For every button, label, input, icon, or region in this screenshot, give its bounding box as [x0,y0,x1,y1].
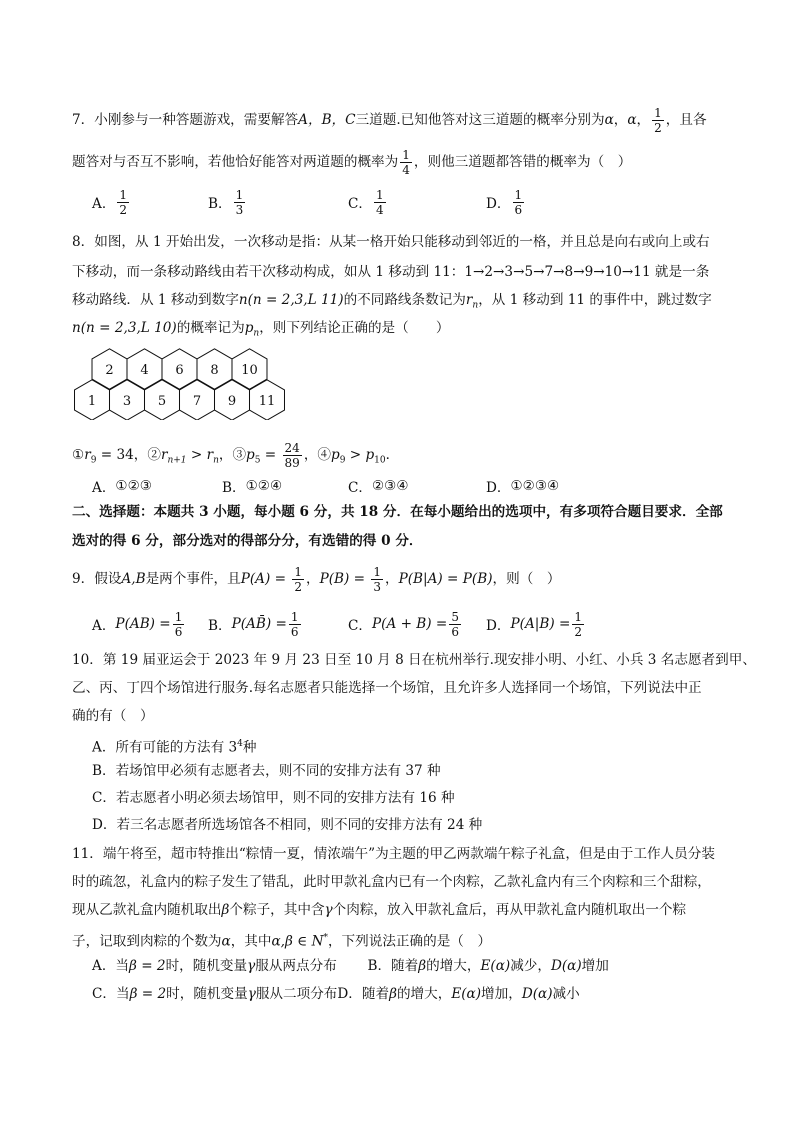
q8-statements: $①r_9 = 34$，$②r_{n+1} > r_n$，$③p_5$ = $\frac{24}{89}$ ，$④p_9 > p_{10}$． [72,441,400,470]
q8-option-c[interactable]: C． ②③④ [348,478,409,496]
q8-option-d[interactable]: D． ①②③④ [486,478,560,496]
q11-line1: 11．端午将至，超市特推出“粽情一夏，情浓端午”为主题的甲乙两款端午粽子礼盒，但是由于工作人员分装 [72,846,715,862]
hex-cell-2-label: 2 [105,363,114,378]
q8-line4: n(n = 2,3,L 10)的概率记为$p_n$，则下列结论正确的是（ ） [72,320,450,339]
hex-cell-9-label: 9 [227,394,237,409]
hex-cell-11-label: 11 [258,394,276,409]
q11-line3: 现从乙款礼盒内随机取出β个粽子，其中含γ个肉粽，放入甲款礼盒后，再从甲款礼盒内随机取出一个粽 [72,902,687,918]
q10-line2: 乙、丙、丁四个场馆进行服务.每名志愿者只能选择一个场馆，且允许多人选择同一个场馆，下列说法中正 [72,680,702,696]
hex-cell-5-label: 5 [157,394,167,409]
q11-option-d[interactable]: D．随着β的增大，E(α)增加，D(α)减小 [337,986,580,1002]
section2-heading-line1: 二、选择题：本题共 3 小题，每小题 6 分，共 18 分．在每小题给出的选项中，有多项符合题目要求．全部 [72,504,723,520]
q10-line3: 确的有（ ） [72,708,154,724]
q8-line3: 移动路线．从 1 移动到数字n(n = 2,3,L 11)的不同路线条数记为$r_n$，从 1 移动到 11 的事件中，跳过数字 [72,292,712,311]
q7-frac-quarter: $\frac{1}{4}$ [402,148,410,177]
q9-options [92,604,732,644]
q11-line2: 时的疏忽，礼盒内的粽子发生了错乱，此时甲款礼盒内已有一个肉粽，乙款礼盒内有三个肉粽和三个甜粽， [72,874,711,890]
q8-option-a[interactable]: A． ①②③ [92,478,152,496]
q7-line2: 题答对与否互不影响，若他恰好能答对两道题的概率为 $\frac{1}{4}$ ，则他三道题都答错的概率为（ ） [72,148,632,177]
q7-line1: 7．小刚参与一种答题游戏，需要解答A，B，C三道题.已知他答对这三道题的概率分别为α，α， $\frac{1}{2}$ ，且各 [72,106,707,135]
section2-heading-line2: 选对的得 6 分，部分选对的得部分分，有选错的得 0 分． [72,533,423,549]
q7-frac-half: $\frac{1}{2}$ [654,106,662,135]
q11-option-b[interactable]: B．随着β的增大，E(α)减少，D(α)增加 [367,958,609,974]
q11-option-c[interactable]: C．当β = 2时，随机变量γ服从二项分布 [92,986,338,1002]
q8-options [92,466,732,506]
q7-option-b[interactable]: B． $\frac{1}{3}$ [208,187,244,217]
q10-option-c[interactable]: C．若志愿者小明必须去场馆甲，则不同的安排方法有 16 种 [92,790,455,806]
q8-option-b[interactable]: B． ①②④ [222,478,283,496]
hex-cell-10-label: 10 [241,363,258,378]
q10-option-d[interactable]: D．若三名志愿者所选场馆各不相同，则不同的安排方法有 24 种 [92,817,483,833]
q9-option-c[interactable]: C． P(A + B) = $\frac{5}{6}$ [348,609,459,639]
q10-option-b[interactable]: B．若场馆甲必须有志愿者去，则不同的安排方法有 37 种 [92,763,441,779]
q9-option-b[interactable]: B． P(AB̄) = $\frac{1}{6}$ [208,609,299,639]
q10-line1: 10．第 19 届亚运会于 2023 年 9 月 23 日至 10 月 8 日在杭州举行.现安排小明、小红、小兵 3 名志愿者到甲、 [72,652,756,668]
q10-option-a[interactable]: A．所有可能的方法有 $3^4$种 [92,739,257,756]
q8-line1: 8．如图，从 1 开始出发，一次移动是指：从某一格开始只能移动到邻近的一格，并且总是向右或向上或右 [72,234,710,250]
q9-stem: 9．假设A,B是两个事件，且P(A) = $\frac{1}{2}$ ，P(B) = $\frac{1}{3}$ ，P(B|A) = P(B)，则（ ） [72,565,561,594]
hex-cell-7-label: 7 [192,394,202,409]
q9-option-d[interactable]: D． P(A|B) = $\frac{1}{2}$ [486,609,582,639]
q11-line4: 子，记取到肉粽的个数为α，其中α,β ∈ N*，下列说法正确的是（ ） [72,933,492,950]
q7-option-d[interactable]: D． $\frac{1}{6}$ [486,187,523,217]
q7-option-c[interactable]: C． $\frac{1}{4}$ [348,187,384,217]
q7-option-a[interactable]: A． $\frac{1}{2}$ [92,187,128,217]
hex-cell-1-label: 1 [87,394,97,409]
q7-options [92,182,732,222]
hex-cell-8-label: 8 [210,363,219,378]
q9-option-a[interactable]: A． P(AB) = $\frac{1}{6}$ [92,609,183,639]
q11-options-row2 [92,984,752,1004]
q11-option-a[interactable]: A．当β = 2时，随机变量γ服从两点分布 [92,958,337,974]
hex-cell-4-label: 4 [140,363,149,378]
hex-cell-6-label: 6 [175,363,184,378]
hex-cell-3-label: 3 [122,394,132,409]
hexagon-grid-figure [70,348,294,420]
q11-options-row1 [92,956,752,976]
q8-line2: 下移动，而一条移动路线由若干次移动构成，如从 1 移动到 11：1→2→3→5→7→8→9→10→11 就是一条 [72,264,710,280]
